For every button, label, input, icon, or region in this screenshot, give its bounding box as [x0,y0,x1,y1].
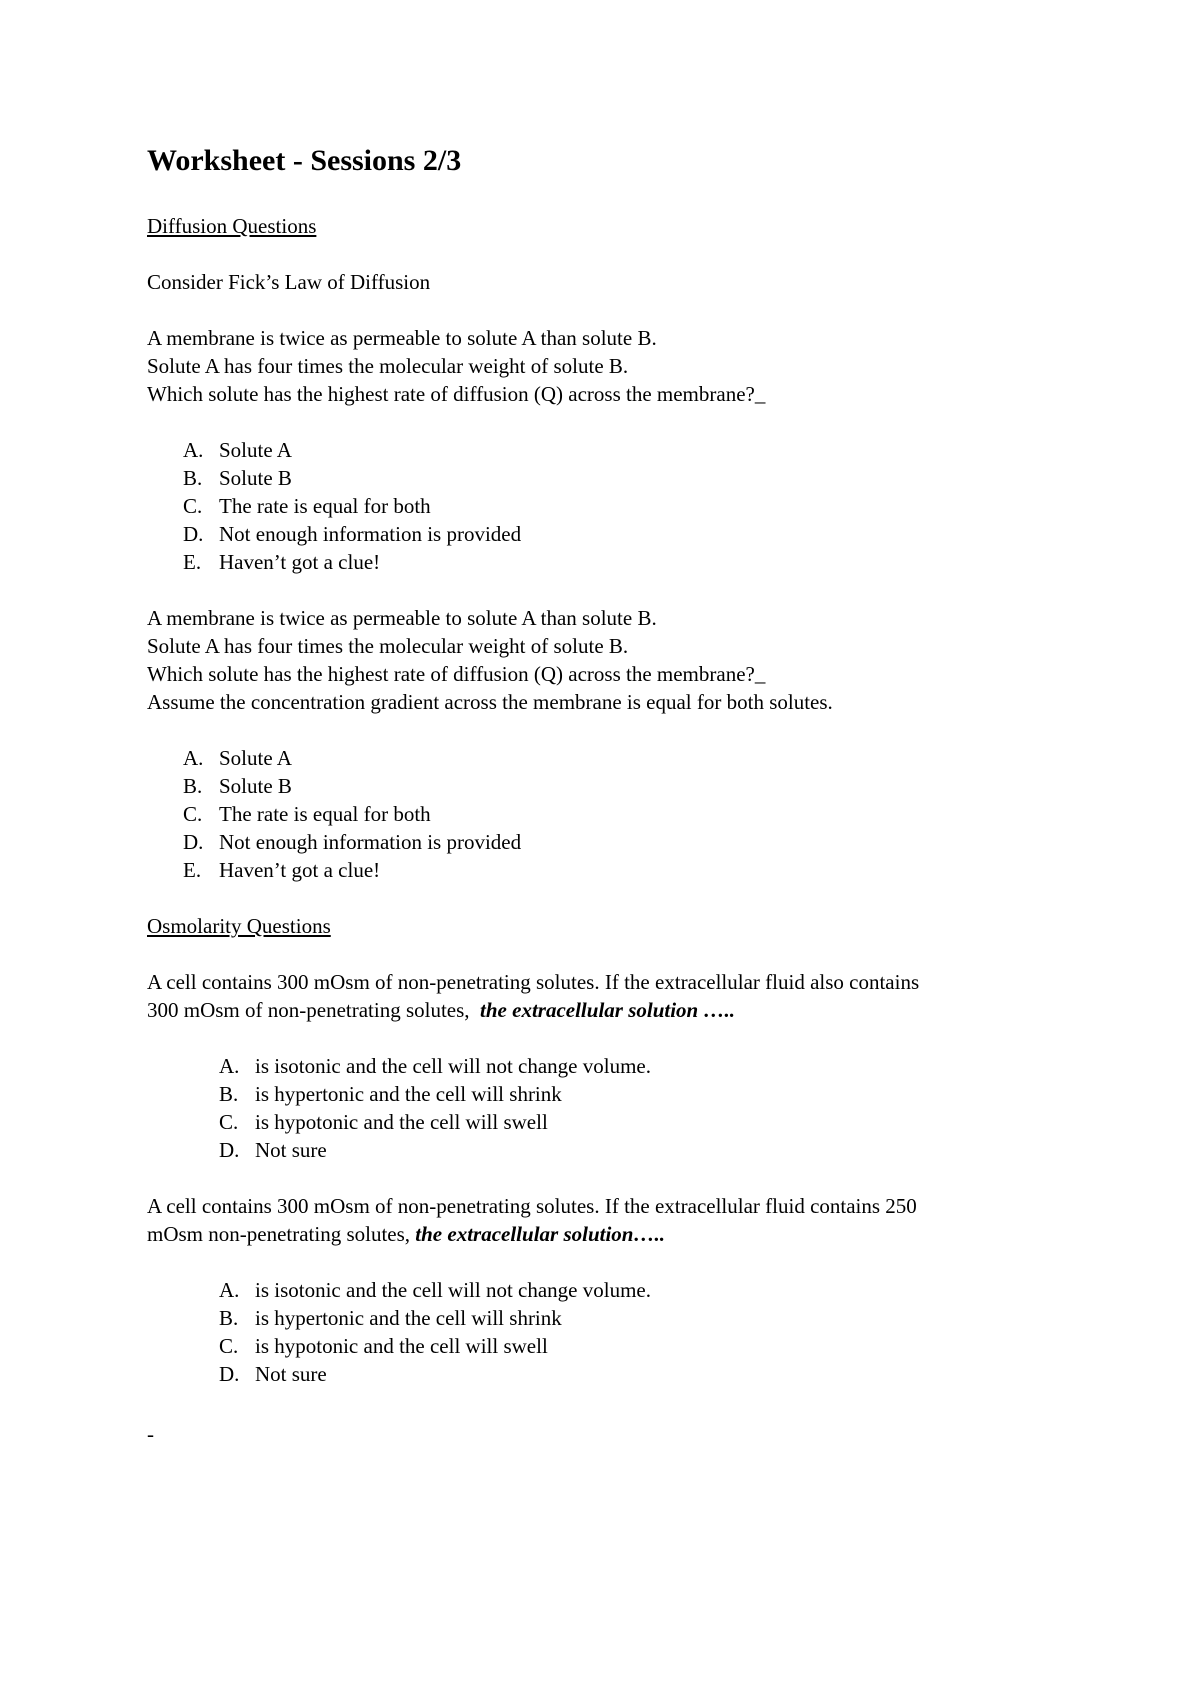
q4-line-2 [147,1220,665,1248]
option-text: Not sure [255,1138,327,1162]
q3-line-1: A cell contains 300 mOsm of non-penetrating solutes. If the extracellular fluid also contains [147,970,920,994]
option-text: Haven’t got a clue! [219,550,381,574]
q4-line-1: A cell contains 300 mOsm of non-penetrating solutes. If the extracellular fluid contains 250 [147,1194,917,1218]
q3-emphasis: the extracellular solution ….. [480,998,735,1022]
q2-option-b [183,772,292,800]
q1-option-d [183,520,521,548]
option-text: Not sure [255,1362,327,1386]
q4-option-c [219,1332,548,1360]
option-letter: E. [183,858,202,882]
q3-option-a [219,1052,651,1080]
option-text: Haven’t got a clue! [219,858,381,882]
q4-line-2-text: mOsm non-penetrating solutes, [147,1222,416,1246]
q1-option-c [183,492,431,520]
q1-line-3: Which solute has the highest rate of diffusion (Q) across the membrane?_ [147,382,766,406]
option-letter: E. [183,550,202,574]
q2-option-d [183,828,521,856]
q4-option-d [219,1360,327,1388]
option-text: is isotonic and the cell will not change volume. [255,1278,651,1302]
q2-option-e [183,856,380,884]
option-letter: A. [219,1278,240,1302]
page-title: Worksheet - Sessions 2/3 [147,144,462,177]
option-letter: B. [219,1082,239,1106]
option-text: is hypotonic and the cell will swell [255,1110,548,1134]
option-text: Solute B [219,774,292,798]
q1-line-2: Solute A has four times the molecular weight of solute B. [147,354,629,378]
q1-line-1: A membrane is twice as permeable to solute A than solute B. [147,326,657,350]
option-letter: D. [183,522,204,546]
option-text: is hypotonic and the cell will swell [255,1334,548,1358]
option-letter: D. [219,1362,240,1386]
q2-line-1: A membrane is twice as permeable to solute A than solute B. [147,606,657,630]
option-letter: B. [183,466,203,490]
option-text: Not enough information is provided [219,830,522,854]
option-letter: A. [183,746,204,770]
option-text: is hypertonic and the cell will shrink [255,1306,562,1330]
q4-option-a [219,1276,651,1304]
q3-option-b [219,1080,562,1108]
option-letter: A. [183,438,204,462]
q4-option-b [219,1304,562,1332]
q2-line-2: Solute A has four times the molecular weight of solute B. [147,634,629,658]
option-letter: C. [219,1334,239,1358]
q2-option-a [183,744,292,772]
option-letter: B. [183,774,203,798]
option-letter: C. [219,1110,239,1134]
osmolarity-heading: Osmolarity Questions [147,914,331,938]
trailing-mark: - [147,1422,154,1446]
q3-option-c [219,1108,548,1136]
option-letter: B. [219,1306,239,1330]
option-text: Solute A [219,746,292,770]
diffusion-heading: Diffusion Questions [147,214,317,238]
option-text: Solute A [219,438,292,462]
option-text: Not enough information is provided [219,522,522,546]
diffusion-intro: Consider Fick’s Law of Diffusion [147,270,431,294]
option-text: The rate is equal for both [219,802,431,826]
q2-option-c [183,800,431,828]
option-letter: D. [183,830,204,854]
option-letter: A. [219,1054,240,1078]
option-text: Solute B [219,466,292,490]
q3-line-2-text: 300 mOsm of non-penetrating solutes, [147,998,481,1022]
option-text: The rate is equal for both [219,494,431,518]
option-text: is hypertonic and the cell will shrink [255,1082,562,1106]
option-letter: D. [219,1138,240,1162]
q4-emphasis: the extracellular solution….. [415,1222,665,1246]
q2-line-3: Which solute has the highest rate of diffusion (Q) across the membrane?_ [147,662,766,686]
q1-option-b [183,464,292,492]
q1-option-e [183,548,380,576]
q3-line-2 [147,996,735,1024]
option-letter: C. [183,494,203,518]
q2-line-4: Assume the concentration gradient across the membrane is equal for both solutes. [147,690,833,714]
option-letter: C. [183,802,203,826]
q1-option-a [183,436,292,464]
q3-option-d [219,1136,327,1164]
option-text: is isotonic and the cell will not change volume. [255,1054,651,1078]
